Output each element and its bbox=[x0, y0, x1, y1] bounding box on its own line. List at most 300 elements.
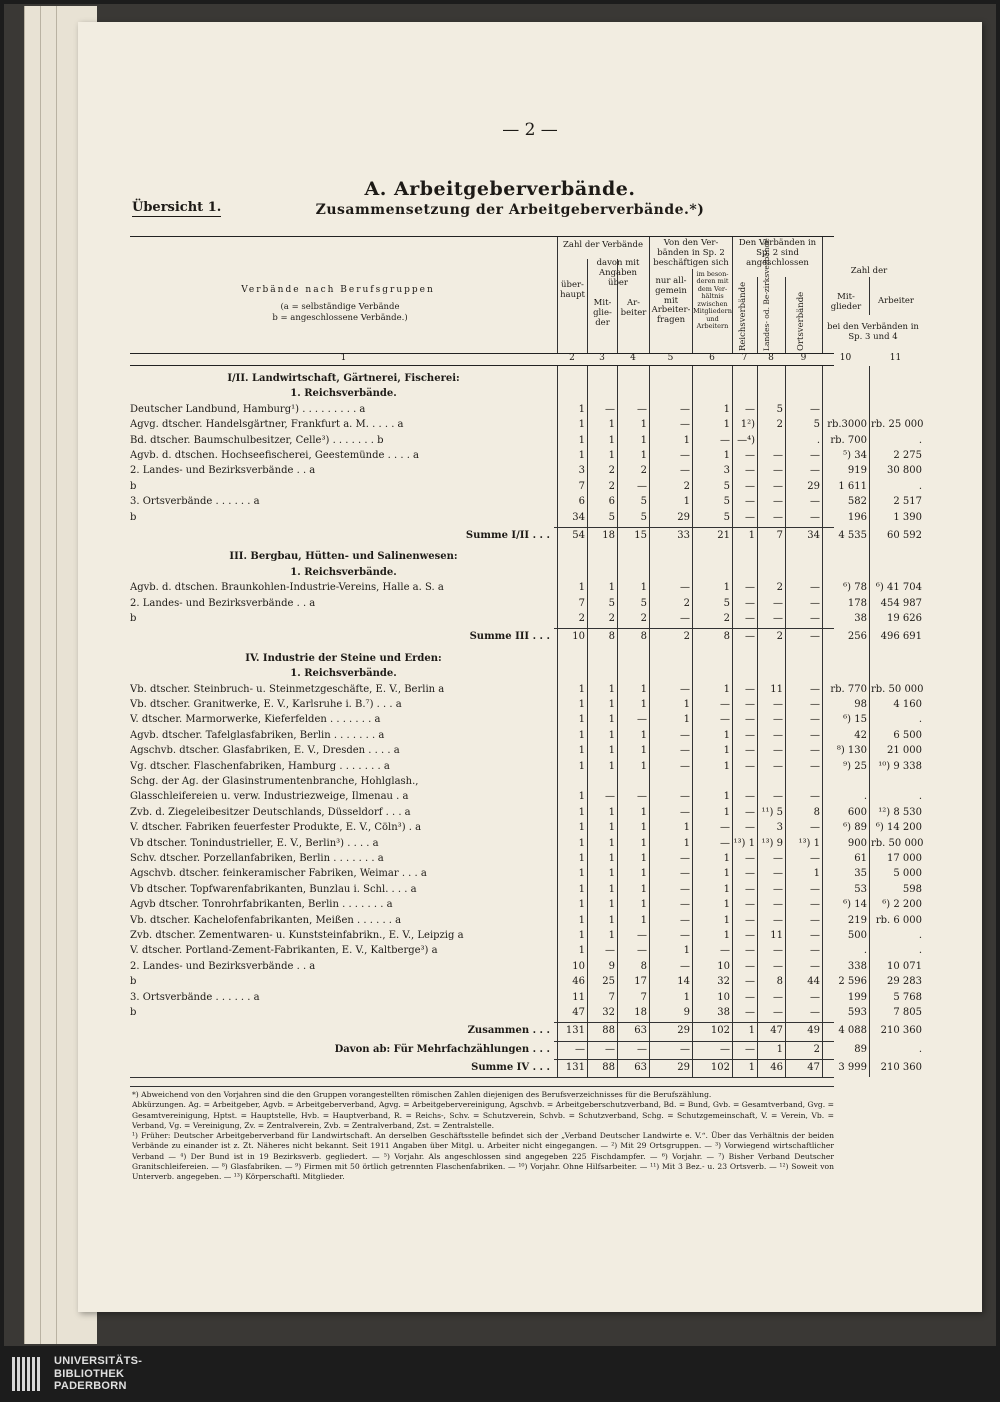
cell-col-11: . bbox=[918, 930, 922, 941]
cell-col-9: — bbox=[810, 729, 820, 741]
col-num: 10 bbox=[839, 353, 852, 363]
cell-col-7: — bbox=[745, 822, 755, 834]
cell-col-11: ⁶) 2 200 bbox=[882, 899, 922, 911]
cell-col-2: 1 bbox=[578, 883, 585, 895]
cell-col-11: 4 160 bbox=[893, 699, 922, 710]
cell-col-5: 1 bbox=[683, 714, 690, 726]
table-row bbox=[130, 898, 922, 911]
cell-col-8: — bbox=[773, 899, 783, 911]
logo-line: UNIVERSITÄTS- bbox=[54, 1355, 143, 1367]
table-row bbox=[130, 713, 922, 726]
cell-col-8: — bbox=[773, 960, 783, 972]
cell-col-2: 10 bbox=[572, 960, 585, 972]
table-row bbox=[130, 464, 922, 477]
row-label: Vb dtscher. Tonindustrieller, E. V., Berlin³) . . . . a bbox=[130, 837, 379, 849]
cell-col-5: 1 bbox=[683, 991, 690, 1003]
cell-col-11: ⁶) 41 704 bbox=[875, 582, 922, 594]
logo-bars-icon bbox=[12, 1357, 42, 1395]
cell-col-6: 5 bbox=[723, 511, 730, 523]
cell-col-2: 131 bbox=[565, 1062, 585, 1074]
column-rule bbox=[732, 366, 733, 1077]
cell-col-6: 1 bbox=[723, 883, 730, 895]
row-label: 1. Reichsverbände. bbox=[290, 668, 397, 680]
cell-col-8: — bbox=[773, 480, 783, 492]
cell-col-4: 1 bbox=[640, 853, 647, 864]
cell-col-3: 1 bbox=[608, 450, 615, 461]
cell-col-4: 1 bbox=[640, 450, 647, 461]
row-label: 1. Reichsverbände. bbox=[290, 566, 397, 578]
cell-col-4: — bbox=[637, 403, 647, 415]
sum-row bbox=[130, 1024, 922, 1037]
sum-rule bbox=[554, 527, 834, 528]
cell-col-10: ⁹) 25 bbox=[843, 760, 867, 772]
cell-col-7: — bbox=[745, 480, 755, 492]
cell-col-9: — bbox=[810, 760, 820, 772]
cell-col-8: ¹³) 9 bbox=[761, 837, 783, 849]
cell-col-4: 18 bbox=[634, 1007, 647, 1018]
row-label: Agschvb. dtscher. Glasfabriken, E. V., Dresden . . . . a bbox=[130, 745, 400, 757]
cell-col-4: 15 bbox=[634, 530, 647, 541]
cell-col-5: — bbox=[680, 868, 690, 880]
cell-col-2: 47 bbox=[572, 1007, 585, 1018]
col-num: 6 bbox=[709, 353, 715, 363]
cell-col-6: 1 bbox=[723, 914, 730, 926]
cell-col-11: 454 987 bbox=[880, 597, 922, 609]
cell-col-11: 6 500 bbox=[893, 729, 922, 741]
cell-col-11: ¹⁰) 9 338 bbox=[878, 760, 922, 772]
cell-col-3: 1 bbox=[608, 806, 615, 818]
row-label: V. dtscher. Fabriken feuerfester Produkte, E. V., Cöln³) . a bbox=[130, 822, 422, 834]
cell-col-9: — bbox=[810, 914, 820, 926]
cell-col-7: — bbox=[745, 1043, 755, 1055]
row-label: Agvb. dtscher. Tafelglasfabriken, Berlin . . . . . . . a bbox=[130, 729, 385, 741]
cell-col-11: . bbox=[918, 791, 922, 803]
row-label: Vb. dtscher. Kachelofenfabrikanten, Meißen . . . . . . a bbox=[130, 914, 402, 926]
row-label: Deutscher Landbund, Hamburg¹) . . . . . . . . . a bbox=[130, 403, 366, 415]
cell-col-3: 1 bbox=[608, 745, 615, 757]
cell-col-7: — bbox=[745, 465, 755, 477]
cell-col-6: 1 bbox=[723, 868, 730, 880]
cell-col-6: 102 bbox=[710, 1062, 730, 1074]
cell-col-10: . bbox=[863, 791, 867, 803]
cell-col-4: 1 bbox=[640, 419, 647, 431]
cell-col-11: 2 517 bbox=[893, 496, 922, 508]
cell-col-10: . bbox=[863, 945, 867, 957]
cell-col-10: 600 bbox=[847, 806, 867, 818]
cell-col-6: 1 bbox=[723, 419, 730, 431]
cell-col-3: 1 bbox=[608, 760, 615, 772]
column-rule bbox=[822, 366, 823, 1077]
mitglieder-header: Mit-glieder bbox=[830, 292, 862, 312]
cell-col-4: 1 bbox=[640, 683, 647, 695]
cell-col-4: 2 bbox=[640, 613, 647, 624]
row-label: Agvg. dtscher. Handelsgärtner, Frankfurt a. M. . . . . a bbox=[130, 419, 404, 431]
cell-col-5: 2 bbox=[683, 597, 690, 609]
zahl-der-verbaende: Zahl der Verbände bbox=[562, 240, 643, 250]
cell-col-8: — bbox=[773, 745, 783, 757]
cell-col-9: 49 bbox=[807, 1025, 820, 1037]
cell-col-9: — bbox=[810, 631, 820, 643]
cell-col-11: 29 283 bbox=[887, 976, 922, 988]
cell-col-5: — bbox=[680, 1043, 690, 1055]
cell-col-5: 1 bbox=[683, 822, 690, 834]
cell-col-5: 1 bbox=[683, 945, 690, 957]
cell-col-9: 44 bbox=[807, 976, 820, 988]
cell-col-11: 210 360 bbox=[880, 1025, 922, 1037]
cell-col-7: — bbox=[745, 683, 755, 695]
cell-col-10: 338 bbox=[847, 960, 867, 972]
cell-col-11: 210 360 bbox=[880, 1062, 922, 1074]
von-den-verbaenden: Von den Ver-bänden in Sp. 2 beschäftigen sich bbox=[653, 238, 729, 268]
cell-col-2: 1 bbox=[578, 683, 585, 695]
cell-col-3: 2 bbox=[608, 480, 615, 492]
cell-col-4: 17 bbox=[634, 976, 647, 988]
cell-col-5: — bbox=[680, 806, 690, 818]
cell-col-11: 2 275 bbox=[893, 450, 922, 461]
cell-col-10: 900 bbox=[847, 837, 867, 849]
table-row bbox=[130, 418, 924, 431]
table-bottom-rule bbox=[130, 1077, 834, 1078]
row-label: Bd. dtscher. Baumschulbesitzer, Celle³) . . . . . . . b bbox=[130, 434, 384, 446]
table-row bbox=[130, 790, 922, 803]
sum-rule bbox=[554, 1059, 834, 1060]
cell-col-9: — bbox=[810, 1007, 820, 1018]
ueberhaupt-header: über-haupt bbox=[560, 280, 585, 300]
cell-col-3: 1 bbox=[608, 822, 615, 834]
cell-col-9: — bbox=[810, 714, 820, 726]
col-num: 11 bbox=[889, 353, 902, 363]
cell-col-9: — bbox=[810, 511, 820, 523]
cell-col-2: 1 bbox=[578, 582, 585, 594]
cell-col-5: — bbox=[680, 419, 690, 431]
cell-col-3: 9 bbox=[608, 960, 615, 972]
cell-col-4: — bbox=[637, 945, 647, 957]
table-row bbox=[130, 944, 922, 957]
cell-col-4: — bbox=[637, 714, 647, 726]
cell-col-6: 10 bbox=[717, 991, 730, 1003]
cell-col-2: 54 bbox=[572, 530, 585, 541]
cell-col-6: 1 bbox=[723, 403, 730, 415]
cell-col-10: 500 bbox=[847, 930, 867, 941]
footnotes bbox=[132, 1090, 834, 1182]
cell-col-2: 1 bbox=[578, 434, 585, 446]
cell-col-5: — bbox=[680, 745, 690, 757]
mitglieder-short-header: Mit-glie-der bbox=[593, 298, 612, 328]
row-label: Summe IV . . . bbox=[471, 1062, 550, 1074]
cell-col-5: — bbox=[680, 465, 690, 477]
cell-col-2: 1 bbox=[578, 729, 585, 741]
section-row bbox=[130, 387, 834, 400]
cell-col-9: — bbox=[810, 450, 820, 461]
cell-col-3: 8 bbox=[608, 631, 615, 643]
cell-col-8: — bbox=[773, 450, 783, 461]
cell-col-2: 1 bbox=[578, 868, 585, 880]
cell-col-3: 88 bbox=[602, 1025, 615, 1037]
table-row bbox=[130, 480, 922, 493]
cell-col-8: — bbox=[773, 760, 783, 772]
row-label: Zvb. dtscher. Zementwaren- u. Kunststeinfabrikn., E. V., Leipzig a bbox=[130, 930, 464, 941]
col-num: 8 bbox=[768, 353, 774, 363]
cell-col-3: 1 bbox=[608, 837, 615, 849]
cell-col-4: 1 bbox=[640, 760, 647, 772]
cell-col-5: 1 bbox=[683, 434, 690, 446]
cell-col-8: — bbox=[773, 791, 783, 803]
column-rule bbox=[869, 366, 870, 1077]
table-row bbox=[130, 403, 834, 416]
row-label: Zvb. d. Ziegeleibesitzer Deutschlands, Düsseldorf . . . a bbox=[130, 806, 411, 818]
cell-col-9: 1 bbox=[813, 868, 820, 880]
cell-col-2: 1 bbox=[578, 791, 585, 803]
cell-col-3: — bbox=[605, 403, 615, 415]
row-label: Vb dtscher. Topfwarenfabrikanten, Bunzlau i. Schl. . . . a bbox=[130, 883, 417, 895]
cell-col-10: 256 bbox=[847, 631, 867, 643]
cell-col-10: 196 bbox=[847, 511, 867, 523]
cell-col-9: — bbox=[810, 822, 820, 834]
cell-col-5: 1 bbox=[683, 837, 690, 849]
nur-allgemein-header: nur all-gemein mit Arbeiter-fragen bbox=[651, 276, 691, 326]
cell-col-11: 5 000 bbox=[893, 868, 922, 880]
cell-col-6: — bbox=[720, 822, 730, 834]
cell-col-6: 1 bbox=[723, 729, 730, 741]
sum-row bbox=[130, 630, 922, 643]
cell-col-4: 2 bbox=[640, 465, 647, 477]
cell-col-2: 1 bbox=[578, 853, 585, 864]
column-numbers bbox=[130, 352, 902, 366]
logo-line: PADERBORN bbox=[54, 1380, 127, 1392]
row-label: I/II. Landwirtschaft, Gärtnerei, Fischerei: bbox=[227, 373, 460, 384]
col-num: 3 bbox=[599, 353, 605, 363]
cell-col-6: 5 bbox=[723, 480, 730, 492]
cell-col-5: 29 bbox=[677, 1062, 690, 1074]
cell-col-4: 63 bbox=[634, 1062, 647, 1074]
cell-col-7: — bbox=[745, 582, 755, 594]
cell-col-10: ⁶) 14 bbox=[843, 899, 867, 911]
cell-col-2: 131 bbox=[565, 1025, 585, 1037]
cell-col-7: 1²) bbox=[740, 419, 755, 431]
cell-col-4: 1 bbox=[640, 729, 647, 741]
row-label: b bbox=[130, 976, 137, 988]
row-label: 3. Ortsverbände . . . . . . a bbox=[130, 991, 260, 1003]
cell-col-4: 7 bbox=[640, 991, 647, 1003]
cell-col-2: 6 bbox=[578, 496, 585, 508]
table-row bbox=[130, 975, 922, 988]
cell-col-11: . bbox=[918, 1043, 922, 1055]
cell-col-7: — bbox=[745, 960, 755, 972]
table-row bbox=[130, 612, 922, 625]
cell-col-4: — bbox=[637, 480, 647, 492]
cell-col-9: — bbox=[810, 582, 820, 594]
cell-col-10: ⁸) 130 bbox=[836, 745, 867, 757]
cell-col-3: 1 bbox=[608, 930, 615, 941]
im-besonderen-header: im beson-deren mit dem Ver-hältnis zwischen Mitgliedern und Arbeitern bbox=[693, 270, 732, 331]
table-row bbox=[130, 837, 924, 850]
footnote: *) Abweichend von den Vorjahren sind die den Gruppen vorangestellten römischen Zahlen diejenigen des Berufsverzeichnisses für die Berufszählung. bbox=[132, 1090, 712, 1099]
cell-col-6: 38 bbox=[717, 1007, 730, 1018]
row-label: 2. Landes- und Bezirksverbände . . a bbox=[130, 960, 316, 972]
cell-col-10: 219 bbox=[847, 914, 867, 926]
cell-col-5: 14 bbox=[677, 976, 690, 988]
cell-col-6: 1 bbox=[723, 899, 730, 911]
cell-col-7: — bbox=[745, 613, 755, 624]
ortsverbaende-header: Ortsverbände bbox=[796, 291, 806, 351]
landes-bezirk-header: Landes- od. Be-zirksverbände bbox=[762, 238, 771, 351]
table-row bbox=[130, 744, 922, 757]
cell-col-10: 4 535 bbox=[838, 530, 867, 541]
cell-col-10: 919 bbox=[847, 465, 867, 477]
cell-col-4: — bbox=[637, 791, 647, 803]
cell-col-3: 1 bbox=[608, 729, 615, 741]
cell-col-8: — bbox=[773, 465, 783, 477]
cell-col-8: — bbox=[773, 991, 783, 1003]
cell-col-5: — bbox=[680, 883, 690, 895]
row-label: Vb. dtscher. Steinbruch- u. Steinmetzgeschäfte, E. V., Berlin a bbox=[130, 683, 445, 695]
cell-col-6: — bbox=[720, 714, 730, 726]
footnote: ¹) Früher: Deutscher Arbeitgeberverband für Landwirtschaft. An derselben Geschäftsstelle befindet sich der „Verband Deutscher Landwirte e. V.“. Über das Verhältnis der beiden Verbände zu einander ist z. Zt. Näheres nicht bekannt. Seit 1911 Angaben über Mitgl. u. Arbeiter nicht eingegangen. — ²) Mit 29 Ortsgruppen. — ³) Vorwiegend wirtschaftlicher Verband — ⁴) Der Bund ist in 19 Bezirksverb. gegliedert. — ⁵) Vorjahr. Als angeschlossen sind angegeben 225 Fischdampfer. — ⁶) Vorjahr. — ⁷) Bisher Verband Deutscher Granitschleifereien. — ⁸) Glasfabriken. — ⁹) Firmen mit 50 örtlich getrennten Flaschenfabriken. — ¹⁰) Vorjahr. Ohne Hilfsarbeiter. — ¹¹) Mit 3 Bez.- u. 23 Ortsverb. — ¹²) Soweit von Unterverb. angegeben. — ¹³) Körperschaftl. Mitglieder. bbox=[132, 1131, 834, 1181]
cell-col-6: 3 bbox=[723, 465, 730, 477]
cell-col-11: ¹²) 8 530 bbox=[878, 806, 922, 818]
cell-col-11: 496 691 bbox=[880, 631, 922, 643]
cell-col-6: 1 bbox=[723, 582, 730, 594]
cell-col-4: — bbox=[637, 1043, 647, 1055]
column-rule bbox=[649, 366, 650, 1077]
cell-col-3: 25 bbox=[602, 976, 615, 988]
cell-col-3: 7 bbox=[608, 991, 615, 1003]
section-row bbox=[130, 652, 834, 665]
cell-col-9: — bbox=[810, 683, 820, 695]
cell-col-6: — bbox=[720, 434, 730, 446]
cell-col-5: — bbox=[680, 450, 690, 461]
cell-col-10: 42 bbox=[854, 729, 867, 741]
cell-col-10: 3 999 bbox=[838, 1062, 867, 1074]
cell-col-6: — bbox=[720, 945, 730, 957]
cell-col-7: — bbox=[745, 1007, 755, 1018]
row-label: Agvb. d. dtschen. Hochseefischerei, Geestemünde . . . . a bbox=[130, 450, 420, 461]
cell-col-2: 1 bbox=[578, 806, 585, 818]
bei-den-header: bei den Verbänden in Sp. 3 und 4 bbox=[827, 322, 919, 342]
section-row bbox=[130, 372, 834, 385]
page-number: — 2 — bbox=[502, 120, 558, 140]
column-rule bbox=[617, 366, 618, 1077]
cell-col-10: ⁶) 15 bbox=[843, 714, 867, 726]
cell-col-3: 5 bbox=[608, 597, 615, 609]
row-label: Schg. der Ag. der Glasinstrumentenbranche, Hohlglash., bbox=[130, 776, 419, 787]
cell-col-3: 1 bbox=[608, 434, 615, 446]
cell-col-4: 1 bbox=[640, 837, 647, 849]
section-row bbox=[130, 667, 834, 680]
cell-col-3: 1 bbox=[608, 419, 615, 431]
cell-col-4: 5 bbox=[640, 511, 647, 523]
row-label: b bbox=[130, 511, 137, 523]
cell-col-5: — bbox=[680, 613, 690, 624]
cell-col-11: 10 071 bbox=[887, 960, 922, 972]
cell-col-5: 1 bbox=[683, 699, 690, 710]
cell-col-11: 17 000 bbox=[887, 853, 922, 864]
cell-col-6: 8 bbox=[723, 631, 730, 643]
table-row bbox=[130, 581, 922, 594]
cell-col-3: 18 bbox=[602, 530, 615, 541]
col1-note-a: (a = selbständige Verbände bbox=[280, 302, 400, 312]
cell-col-9: — bbox=[810, 991, 820, 1003]
cell-col-2: 1 bbox=[578, 403, 585, 415]
cell-col-9: — bbox=[810, 496, 820, 508]
cell-col-7: — bbox=[745, 714, 755, 726]
row-label: Davon ab: Für Mehrfachzählungen . . . bbox=[334, 1043, 550, 1055]
den-verbaenden-header: Den Verbänden in Sp. 2 sind angeschlossen bbox=[738, 238, 817, 268]
cell-col-11: ⁶) 14 200 bbox=[875, 822, 922, 834]
cell-col-5: 29 bbox=[677, 511, 690, 523]
cell-col-2: 1 bbox=[578, 914, 585, 926]
col-num: 5 bbox=[667, 353, 674, 363]
cell-col-7: — bbox=[745, 496, 755, 508]
cell-col-10: rb. 700 bbox=[830, 434, 867, 446]
cell-col-2: 1 bbox=[578, 930, 585, 941]
cell-col-8: 11 bbox=[770, 683, 783, 695]
cell-col-4: 1 bbox=[640, 822, 647, 834]
sum-row bbox=[130, 529, 922, 542]
cell-col-6: 21 bbox=[717, 530, 730, 541]
col1-title: Verbände nach Berufsgruppen bbox=[241, 285, 435, 295]
cell-col-8: — bbox=[773, 914, 783, 926]
cell-col-2: 1 bbox=[578, 899, 585, 911]
cell-col-4: 5 bbox=[640, 496, 647, 508]
cell-col-11: 19 626 bbox=[887, 613, 922, 624]
cell-col-7: — bbox=[745, 791, 755, 803]
table-row bbox=[130, 698, 922, 711]
cell-col-2: 10 bbox=[572, 631, 585, 643]
cell-col-3: 5 bbox=[608, 511, 615, 523]
cell-col-2: 11 bbox=[572, 991, 585, 1003]
col-num: 4 bbox=[630, 353, 636, 363]
cell-col-9: — bbox=[810, 699, 820, 710]
cell-col-4: 1 bbox=[640, 806, 647, 818]
table-row bbox=[130, 495, 922, 508]
logo-line: BIBLIOTHEK bbox=[54, 1367, 125, 1380]
cell-col-2: 1 bbox=[578, 945, 585, 957]
cell-col-5: 2 bbox=[683, 480, 690, 492]
table-row bbox=[130, 729, 922, 742]
table-row bbox=[130, 914, 922, 927]
table-row bbox=[130, 511, 922, 524]
table-row bbox=[130, 852, 922, 865]
cell-col-5: 2 bbox=[683, 631, 690, 643]
cell-col-10: 199 bbox=[847, 991, 867, 1003]
col-num: 1 bbox=[340, 353, 347, 363]
cell-col-4: 8 bbox=[640, 960, 647, 972]
cell-col-7: — bbox=[745, 899, 755, 911]
cell-col-8: 8 bbox=[776, 976, 783, 988]
cell-col-2: 1 bbox=[578, 837, 585, 849]
table-row bbox=[130, 883, 922, 896]
cell-col-11: rb. 50 000 bbox=[871, 837, 924, 849]
cell-col-8: 2 bbox=[776, 419, 783, 431]
cell-col-5: — bbox=[680, 853, 690, 864]
cell-col-6: 2 bbox=[723, 613, 730, 624]
cell-col-10: 4 088 bbox=[838, 1025, 867, 1037]
cell-col-8: 5 bbox=[776, 403, 783, 415]
cell-col-10: ⁶) 89 bbox=[843, 822, 867, 834]
cell-col-9: — bbox=[810, 899, 820, 911]
cell-col-3: 88 bbox=[602, 1062, 615, 1074]
cell-col-7: — bbox=[745, 976, 755, 988]
cell-col-7: — bbox=[745, 597, 755, 609]
cell-col-10: rb. 770 bbox=[830, 683, 867, 695]
cell-col-7: — bbox=[745, 945, 755, 957]
cell-col-11: rb. 25 000 bbox=[871, 419, 924, 431]
cell-col-11: rb. 50 000 bbox=[871, 683, 924, 695]
row-label: b bbox=[130, 1007, 137, 1018]
cell-col-9: — bbox=[810, 745, 820, 757]
cell-col-5: 33 bbox=[677, 530, 690, 541]
